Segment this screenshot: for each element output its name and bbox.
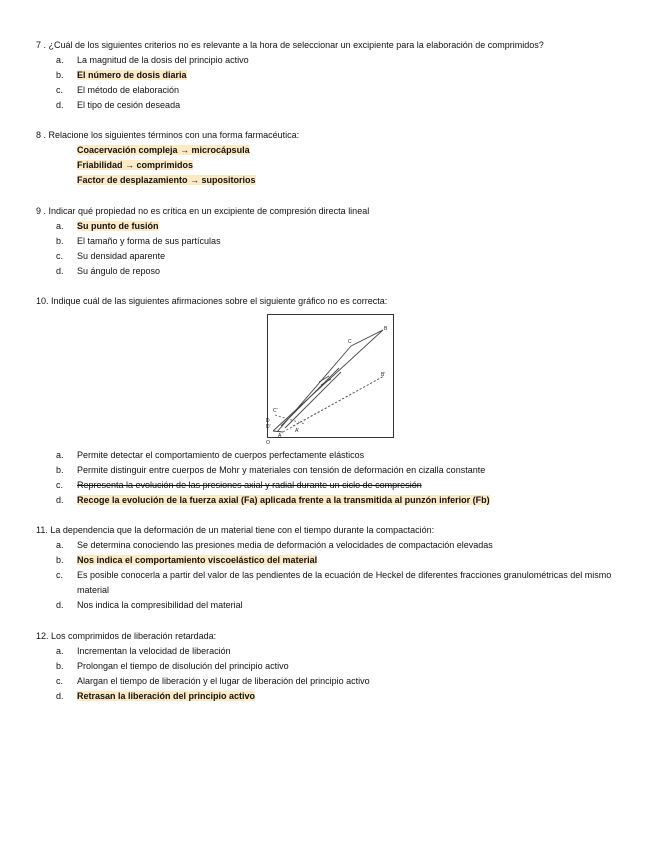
option-letter: a. <box>56 450 64 460</box>
option-letter: b. <box>56 661 64 671</box>
question-10 <box>36 294 625 309</box>
label-c: C <box>348 339 352 345</box>
option-letter: b. <box>56 236 64 246</box>
question-7-option-c[interactable] <box>36 83 625 98</box>
option-letter: b. <box>56 70 64 80</box>
question-11-option-c[interactable] <box>36 568 625 598</box>
question-12-option-a[interactable] <box>36 644 625 659</box>
option-text-highlighted: Su punto de fusión <box>77 221 159 231</box>
question-11-option-a[interactable] <box>36 538 625 553</box>
question-12-option-c[interactable] <box>36 674 625 689</box>
option-text: El método de elaboración <box>77 85 180 95</box>
question-12-option-b[interactable] <box>36 659 625 674</box>
option-letter: c. <box>56 570 64 580</box>
label-d: D <box>266 418 270 424</box>
option-text: Alargan el tiempo de liberación y el lugar de liberación del principio activo <box>77 676 370 686</box>
question-10-option-b[interactable] <box>36 463 625 478</box>
question-9-option-c[interactable] <box>36 249 625 264</box>
option-text: Es posible conocerla a partir del valor de las pendientes de la ecuación de Heckel de diferentes fracciones granulométricas del mismo material <box>77 570 612 595</box>
option-text: Permite distinguir entre cuerpos de Mohr y materiales con tensión de deformación en cizalla constante <box>77 465 486 475</box>
label-c-prime: C' <box>273 408 278 414</box>
question-9-option-b[interactable] <box>36 234 625 249</box>
question-8 <box>36 128 625 188</box>
option-letter: c. <box>56 85 64 95</box>
option-text: Nos indica la compresibilidad del material <box>77 600 243 610</box>
option-letter: d. <box>56 266 64 276</box>
option-letter: a. <box>56 55 64 65</box>
compression-cycle-diagram <box>267 314 394 445</box>
option-letter: c. <box>56 480 64 490</box>
label-b-prime: B' <box>381 372 386 378</box>
compression-cycle-figure <box>267 314 394 445</box>
label-a-prime: A' <box>295 428 300 434</box>
option-text-struck: Representa la evolución de las presiones axial y radial durante un ciclo de compresión <box>77 480 422 490</box>
question-10-option-c[interactable] <box>36 478 625 493</box>
label-d-prime: D' <box>266 424 271 430</box>
question-9-title: 9 . Indicar qué propiedad no es crítica en un excipiente de compresión directa lineal <box>36 206 370 216</box>
option-letter: c. <box>56 676 64 686</box>
option-text-highlighted: Nos indica el comportamiento viscoelástico del material <box>77 555 318 565</box>
question-7 <box>36 38 625 113</box>
question-10-title: 10. Indique cuál de las siguientes afirmaciones sobre el siguiente gráfico no es correcta: <box>36 296 388 306</box>
question-8-match-3 <box>36 173 625 188</box>
question-12-title: 12. Los comprimidos de liberación retardada: <box>36 631 217 641</box>
match-text-highlighted: Friabilidad → comprimidos <box>77 160 194 170</box>
question-8-match-1 <box>36 143 625 158</box>
question-7-title: 7 . ¿Cuál de los siguientes criterios no es relevante a la hora de seleccionar un excipiente para la elaboración de comprimidos? <box>36 40 544 50</box>
question-11-option-d[interactable] <box>36 598 625 613</box>
question-9 <box>36 204 625 279</box>
question-7-option-a[interactable] <box>36 53 625 68</box>
option-letter: b. <box>56 465 64 475</box>
option-text: Permite detectar el comportamiento de cuerpos perfectamente elásticos <box>77 450 365 460</box>
option-letter: a. <box>56 646 64 656</box>
option-letter: d. <box>56 495 64 505</box>
question-10-option-d[interactable] <box>36 493 625 508</box>
option-letter: d. <box>56 691 64 701</box>
question-10-option-a[interactable] <box>36 448 625 463</box>
option-text: El tipo de cesión deseada <box>77 100 181 110</box>
option-text: La magnitud de la dosis del principio activo <box>77 55 249 65</box>
question-8-match-2 <box>36 158 625 173</box>
question-8-title: 8 . Relacione los siguientes términos con una forma farmacéutica: <box>36 130 300 140</box>
question-9-option-d[interactable] <box>36 264 625 279</box>
option-text-highlighted: El número de dosis diaria <box>77 70 187 80</box>
option-text: Incrementan la velocidad de liberación <box>77 646 231 656</box>
option-letter: c. <box>56 251 64 261</box>
option-text-highlighted: Recoge la evolución de la fuerza axial (Fa) aplicada frente a la transmitida al punzón inferior (Fb) <box>77 495 490 505</box>
question-9-option-a[interactable] <box>36 219 625 234</box>
question-10-options <box>36 448 625 508</box>
match-text-highlighted: Factor de desplazamiento → supositorios <box>77 175 256 185</box>
question-11-title: 11. La dependencia que la deformación de un material tiene con el tiempo durante la compactación: <box>36 525 435 535</box>
option-text: El tamaño y forma de sus partículas <box>77 236 221 246</box>
question-12 <box>36 629 625 704</box>
option-text: Se determina conociendo las presiones media de deformación a velocidades de compactación elevadas <box>77 540 493 550</box>
label-b: B <box>384 326 388 332</box>
question-7-option-d[interactable] <box>36 98 625 113</box>
label-o: O <box>266 440 270 446</box>
question-11-option-b[interactable] <box>36 553 625 568</box>
option-text: Su densidad aparente <box>77 251 166 261</box>
option-letter: a. <box>56 540 64 550</box>
option-text-highlighted: Retrasan la liberación del principio activo <box>77 691 256 701</box>
option-text: Su ángulo de reposo <box>77 266 161 276</box>
option-letter: a. <box>56 221 64 231</box>
question-7-option-b[interactable] <box>36 68 625 83</box>
label-a: A <box>278 433 282 439</box>
option-letter: b. <box>56 555 64 565</box>
question-11 <box>36 523 625 613</box>
option-text: Prolongan el tiempo de disolución del principio activo <box>77 661 289 671</box>
option-letter: d. <box>56 600 64 610</box>
question-12-option-d[interactable] <box>36 689 625 704</box>
match-text-highlighted: Coacervación compleja → microcápsula <box>77 145 250 155</box>
option-letter: d. <box>56 100 64 110</box>
